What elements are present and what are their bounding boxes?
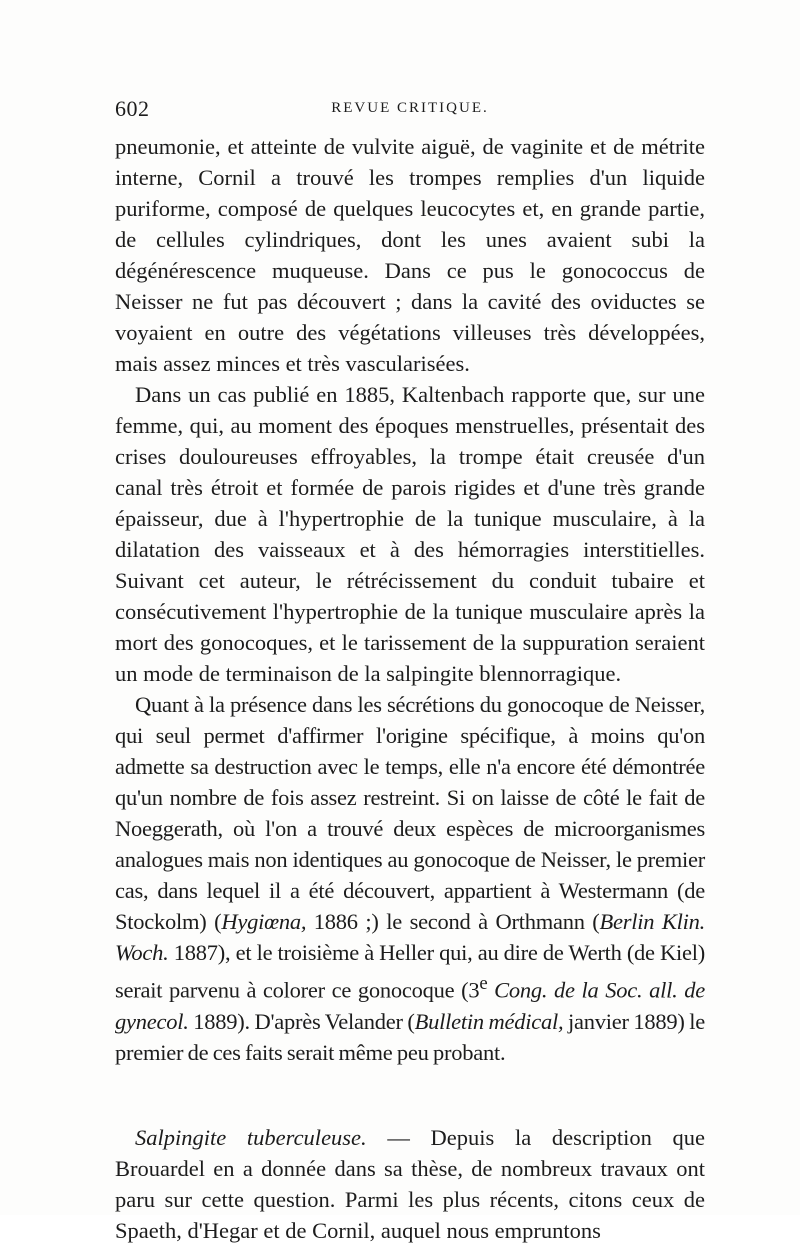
citation-title: Cong. de la Soc. all. de gynecol. (115, 977, 705, 1034)
superscript: e (479, 973, 488, 994)
paragraph-text: 1889). D'après Velander ( (188, 1008, 415, 1034)
citation-title: Hygiœna, (221, 909, 307, 934)
paragraph-text: janvier 1889) le premier de ces faits serait même peu probant. (115, 1008, 705, 1065)
citation-title: Berlin Klin. Woch. (115, 909, 706, 965)
running-head (115, 96, 705, 126)
paragraph-text: Depuis la description que Brouardel en a donnée dans sa thèse, de nombreux travaux ont paru sur cette question. Parmi les plus récents, citons ceux de Spaeth, d'Hegar et de Cornil, auquel nous empruntons (115, 1124, 705, 1243)
heading-dash: — (366, 1124, 431, 1150)
paragraph-gonocoque (115, 689, 705, 1068)
section-heading: Salpingite tuberculeuse. (135, 1124, 367, 1150)
paragraph-text: Quant à la présence dans les sécrétions du gonocoque de Neisser, qui seul permet d'affirmer l'origine spécifique, à moins qu'on admette sa destruction avec le temps, elle n'a encore été démontrée qu'un nombre de fois assez restreint. Si on laisse de côté le fait de Noeggerath, où l'on a trouvé deux espèces de microorganismes analogues mais non identiques au gonocoque de Neisser, le premier cas, dans lequel il a été découvert, appartient à Westermann (de Stockolm) ( (115, 692, 705, 934)
body-text (115, 131, 705, 1246)
paragraph-tuberculeuse (115, 1122, 705, 1246)
citation-title: Bulletin médical, (414, 1008, 564, 1034)
page-number: 602 (115, 96, 150, 121)
paragraph-continuation: pneumonie, et atteinte de vulvite aiguë, de vaginite et de métrite interne, Cornil a trouvé les trompes remplies d'un liquide puriforme, composé de quelques leucocytes et, en grande partie, de cellules cylindriques, dont les unes avaient subi la dégénérescence muqueuse. Dans ce pus le gonococcus de Neisser ne fut pas découvert ; dans la cavité des oviductes se voyaient en outre des végétations villeuses très développées, mais assez minces et très vascularisées. (115, 134, 705, 376)
running-title: REVUE CRITIQUE. (331, 100, 489, 116)
paragraph-text: 1886 ;) le second à Orthmann ( (306, 909, 600, 934)
paragraph-text: 1887), et le troisième à Heller qui, au dire de Werth (de Kiel) serait parvenu à colorer ce gonocoque (3 (115, 940, 705, 1003)
paragraph-kaltenbach: Dans un cas publié en 1885, Kaltenbach rapporte que, sur une femme, qui, au moment des époques menstruelles, présentait des crises douloureuses effroyables, la trompe était creusée d'un canal très étroit et formée de parois rigides et d'une très grande épaisseur, due à l'hypertrophie de la tunique musculaire, à la dilatation des vaisseaux et à des hémorragies interstitielles. Suivant cet auteur, le rétrécissement du conduit tubaire et consécutivement l'hypertrophie de la tunique musculaire après la mort des gonocoques, et le tarissement de la suppuration seraient un mode de terminaison de la salpingite blennorragique. (115, 382, 705, 686)
section-gap (115, 1068, 705, 1122)
